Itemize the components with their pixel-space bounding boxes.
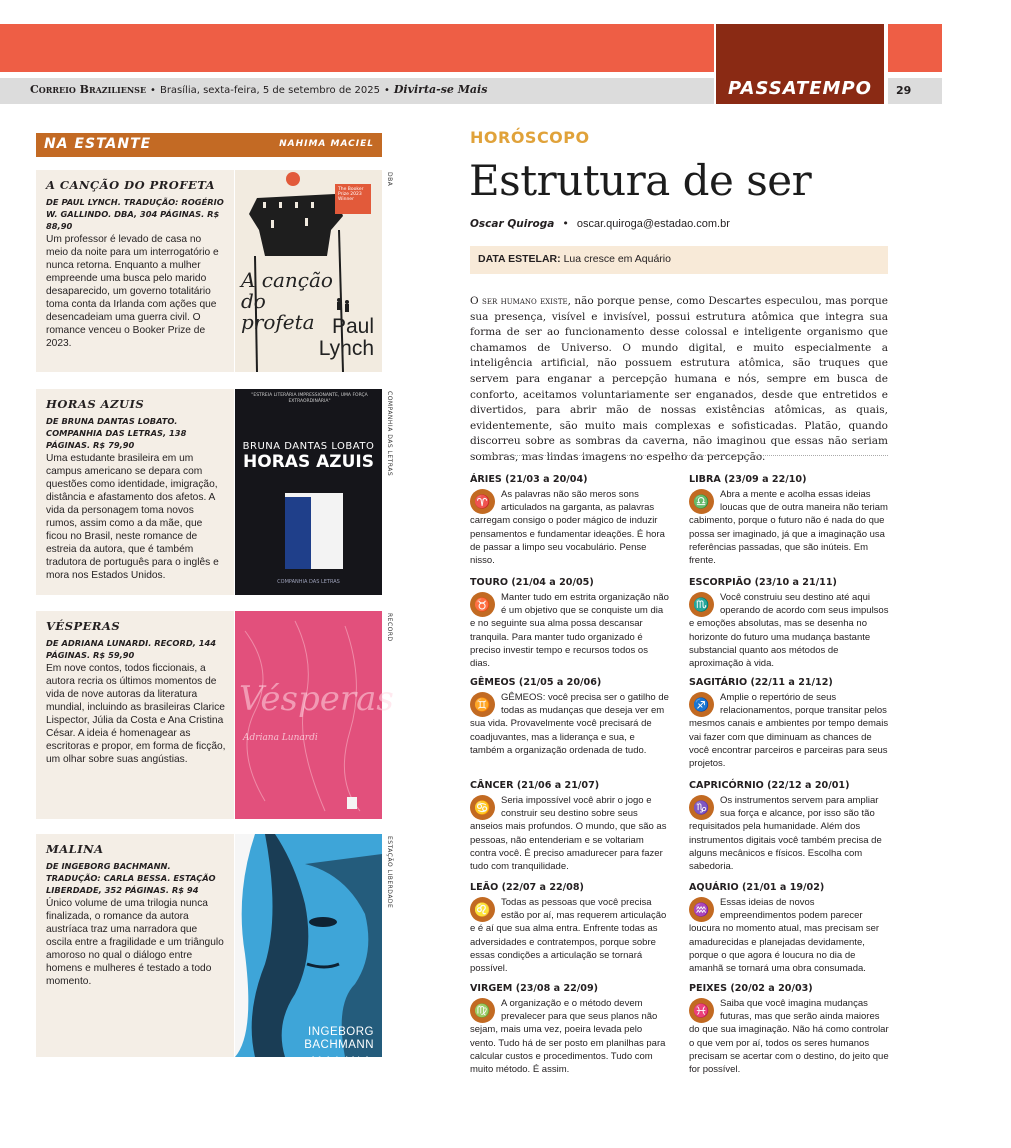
sign-text: Manter tudo em estrita organização não é um objetivo que se conquiste um dia e no seguinte sua alma possa descansar tranquila. Para manter tudo organizado é preciso investir tempo e recursos todos os dias. xyxy=(470,592,669,670)
data-estelar-label: DATA ESTELAR: xyxy=(478,253,561,265)
aquarius-icon: ♒ xyxy=(689,897,714,922)
cover-author: Adriana Lunardi xyxy=(243,733,318,743)
sign-text: Você construiu seu destino até aqui operando de acordo com seus impulsos e emoções absolutas, mas se desenha no horizonte do futuro uma mudança bastante substancial quanto aos métodos de aproximação à vida. xyxy=(689,592,889,670)
cover-author: BRUNA DANTAS LOBATO xyxy=(242,441,375,452)
book-card xyxy=(36,611,394,819)
sign-cancer xyxy=(470,780,670,873)
sign-name: CÂNCER (21/06 a 21/07) xyxy=(470,780,600,791)
scorpio-icon: ♏ xyxy=(689,592,714,617)
page-number: 29 xyxy=(896,84,912,97)
book-title: MALINA xyxy=(46,842,104,856)
photo-credit: COMPANHIA DAS LETRAS xyxy=(386,391,393,477)
book-title: A CANÇÃO DO PROFETA xyxy=(46,178,216,192)
sign-name: ÁRIES (21/03 a 20/04) xyxy=(470,474,588,485)
sign-sagittarius xyxy=(689,677,889,770)
book-text xyxy=(36,611,234,819)
photo-credit: RECORD xyxy=(386,613,393,642)
leo-icon: ♌ xyxy=(470,897,495,922)
sign-name: ESCORPIÃO (23/10 a 21/11) xyxy=(689,577,837,588)
photo-credit: DBA xyxy=(386,172,393,187)
sign-capricorn xyxy=(689,780,889,873)
section-box xyxy=(716,24,884,104)
sign-virgo xyxy=(470,983,670,1076)
book-meta: DE ADRIANA LUNARDI. RECORD, 144 PÁGINAS. R$ 59,90 xyxy=(46,638,217,660)
book-title: VÉSPERAS xyxy=(46,619,121,633)
book-description: Em nove contos, todos ficcionais, a autora recria os últimos momentos de vida de nove autoras da literatura mundial, incluindo as brasileiras Clarice Lispector, Júlia da Costa e Ana Cristina César. A ideia é homenagear as escritoras e propor, em forma de ficção, um olhar sobre suas angústias. xyxy=(46,663,226,765)
sign-text: Amplie o repertório de seus relacionamentos, porque transitar pelos mesmos canais e ambientes por tempo demais vai fazer com que diminuam as chances de você encontrar parceiros e parceiras para seus projetos. xyxy=(689,692,889,770)
book-card xyxy=(36,389,393,595)
capricorn-icon: ♑ xyxy=(689,795,714,820)
cover-title: A canção do profeta xyxy=(241,268,333,334)
sign-libra xyxy=(689,474,889,567)
cover-illustration xyxy=(235,389,382,595)
cover-quote: "ESTREIA LITERÁRIA IMPRESSIONANTE, UMA FORÇA EXTRAORDINÁRIA" xyxy=(251,393,368,404)
sign-name: PEIXES (20/02 a 20/03) xyxy=(689,983,813,994)
book-cover xyxy=(235,389,382,595)
book-cover xyxy=(235,834,382,1068)
author-name: Oscar Quiroga xyxy=(470,218,555,230)
book-meta: DE PAUL LYNCH. TRADUÇÃO: ROGÉRIO W. GALLINDO. DBA, 304 PÁGINAS. R$ 88,90 xyxy=(46,197,224,231)
book-card xyxy=(36,834,393,1068)
section-kicker: HORÓSCOPO xyxy=(470,128,590,147)
sign-name: VIRGEM (23/08 a 22/09) xyxy=(470,983,599,994)
sign-text: As palavras não são meros sons articulados na garganta, as palavras carregam consigo o poder mágico de induzir pensamentos e fundamentar ideações. É hora de passar a limpo seu vocabulário. Pense nisso. xyxy=(470,489,665,567)
sign-gemini xyxy=(470,677,670,757)
sign-scorpio xyxy=(689,577,889,670)
sign-taurus xyxy=(470,577,670,670)
pisces-icon: ♓ xyxy=(689,998,714,1023)
book-text xyxy=(36,389,234,595)
sign-text: Essas ideias de novos empreendimentos podem parecer loucura no momento atual, mas precisam ser amadurecidas e planejadas devidamente, porque o que agora é loucura no dia de amanhã se tornará uma obra consumada. xyxy=(689,897,880,975)
cover-title: HORAS AZUIS xyxy=(243,452,374,472)
cover-illustration xyxy=(235,834,382,1057)
sign-name: CAPRICÓRNIO (22/12 a 20/01) xyxy=(689,780,850,791)
estante-author: NAHIMA MACIEL xyxy=(279,139,374,149)
intro-body: , não porque pense, como Descartes especulou, mas porque sua presença, visível e invisível, possui estrutura atômica que integra sua forma de ser ao funcionamento desse colossal e inteligente organismo que chamamos de Universo. O mundo digital, e muito especialmente a inteligência artificial, não possuem estrutura atômica, são truques que servem para enganar a percepção humana e nós, sempre em busca de conforto, aceitamos voluntariamente ser enganados, desde que entretidos e divertidos, para abrir mão de nossas existências atômicas, as quais, evidentemente, são muito mais complexas e sofisticadas. Platão, quando discorreu sobre as sombras da caverna, não imaginou que essas não seriam sombras, mas lindas imagens no espelho da percepção. xyxy=(470,295,888,463)
book-description: Um professor é levado de casa no meio da noite para um interrogatório e nunca retorna. Enquanto a mulher empreende uma busca pelo marido desaparecido, um governo totalitário toma conta da Irlanda com ações que desencadeiam uma guerra civil. O romance venceu o Booker Prize de 2023. xyxy=(46,234,219,349)
book-meta: DE BRUNA DANTAS LOBATO. COMPANHIA DAS LETRAS, 138 PÁGINAS. R$ 79,90 xyxy=(46,416,187,450)
intro-text xyxy=(470,294,888,466)
sign-leo xyxy=(470,882,670,975)
author-email: oscar.quiroga@estadao.com.br xyxy=(576,218,730,230)
sign-name: AQUÁRIO (21/01 a 19/02) xyxy=(689,882,825,893)
intro-lead: O ser humano existe xyxy=(470,295,568,307)
header-color-band xyxy=(0,24,714,72)
book-meta: DE INGEBORG BACHMANN. TRADUÇÃO: CARLA BESSA. ESTAÇÃO LIBERDADE, 352 PÁGINAS. R$ 94 xyxy=(46,861,216,895)
book-text xyxy=(36,170,234,372)
cover-author: Paul Lynch xyxy=(318,315,374,360)
book-cover xyxy=(235,170,382,372)
cover-publisher: COMPANHIA DAS LETRAS xyxy=(277,579,340,585)
estante-header xyxy=(36,133,382,157)
newspaper-name: Correio Braziliense xyxy=(30,83,147,96)
header-color-band-right xyxy=(888,24,942,72)
date-text: Brasília, sexta-feira, 5 de setembro de 2025 xyxy=(159,85,380,96)
cover-title: MALINA xyxy=(311,1054,374,1068)
sign-pisces xyxy=(689,983,889,1076)
sign-name: LEÃO (22/07 a 22/08) xyxy=(470,882,584,893)
book-title: HORAS AZUIS xyxy=(46,397,145,411)
sign-text: Todas as pessoas que você precisa estão por aí, mas requerem articulação e é aí que sua alma entra. Enfrente todas as adversidades e contratempos, porque sobre essas condições a articulação se tornará possível. xyxy=(470,897,667,975)
book-description: Uma estudante brasileira em um campus americano se depara com questões como identidade, imigração, distância e afastamento dos afetos. A vida da personagem toma novos rumos, assim como a da mãe, que ficou no Brasil, neste romance de estreia da autora, que é também tradutora de português para o inglês e mora nos Estados Unidos. xyxy=(46,453,219,581)
dateline: Correio Braziliense • Brasília, sexta-feira, 5 de setembro de 2025 • Divirta-se Mais xyxy=(30,83,488,96)
libra-icon: ♎ xyxy=(689,489,714,514)
cancer-icon: ♋ xyxy=(470,795,495,820)
sign-name: LIBRA (23/09 a 22/10) xyxy=(689,474,807,485)
book-text xyxy=(36,834,234,1057)
taurus-icon: ♉ xyxy=(470,592,495,617)
sign-text: Abra a mente e acolha essas ideias loucas que de outra maneira não teriam cabimento, porque o futuro não é nada do que possa ser imaginado, já que a imaginação usa referências passadas, que são inúteis. Em frente. xyxy=(689,489,888,567)
sign-name: GÊMEOS (21/05 a 20/06) xyxy=(470,677,602,688)
sagittarius-icon: ♐ xyxy=(689,692,714,717)
section-title: PASSATEMPO xyxy=(728,78,872,99)
sign-name: SAGITÁRIO (22/11 a 21/12) xyxy=(689,677,833,688)
cover-title: Vésperas xyxy=(239,679,394,719)
aries-icon: ♈ xyxy=(470,489,495,514)
sign-text: A organização e o método devem prevalecer para que seus planos não sejam, mais uma vez, poeira levada pelo vento. Tudo há de ser posto em planilhas para calcular custos e procedimentos. Tudo com muito método. É assim. xyxy=(470,998,666,1076)
data-estelar-value: Lua cresce em Aquário xyxy=(563,253,671,265)
sign-name: TOURO (21/04 a 20/05) xyxy=(470,577,594,588)
virgo-icon: ♍ xyxy=(470,998,495,1023)
sign-text: GÊMEOS: você precisa ser o gatilho de todas as mudanças que deseja ver em sua vida. Provavelmente você precisará de coadjuvantes, mas a liderança e sua, e também a organização ordenada de tudo. xyxy=(470,692,669,756)
headline: Estrutura de ser xyxy=(469,156,812,205)
cover-author: INGEBORG BACHMANN xyxy=(304,1026,374,1051)
book-card xyxy=(36,170,393,372)
byline: Oscar Quiroga • oscar.quiroga@estadao.com.br xyxy=(470,217,730,230)
estante-title: NA ESTANTE xyxy=(44,136,152,152)
book-description: Único volume de uma trilogia nunca finalizada, o romance da autora austríaca traz uma narradora que oscila entre a fragilidade e um triângulo amoroso no qual o diálogo entre homens e mulheres é testado a todo momento. xyxy=(46,898,224,987)
gemini-icon: ♊ xyxy=(470,692,495,717)
data-estelar-box xyxy=(470,246,888,274)
divider xyxy=(470,455,888,456)
sign-text: Saiba que você imagina mudanças futuras, mas que serão ainda maiores do que sua imaginação. Não há como controlar o que vem por aí, todos os seres humanos precisam se acertar com o destino, do jeito que for possível. xyxy=(689,998,889,1076)
sign-text: Os instrumentos servem para ampliar sua força e alcance, por isso são tão requisitados pela humanidade. Além dos instrumentos digitais você também precisa de alguns mecânicos e físicos. Escolha com sabedoria. xyxy=(689,795,882,873)
sign-text: Seria impossível você abrir o jogo e construir seu destino sobre seus anseios mais profundos. O mundo, que são as pessoas, não entenderiam e se voltariam contra você. É preciso amadurecer para fazer tudo com tranquilidade. xyxy=(470,795,667,873)
cover-badge: The Booker Prize 2023 Winner xyxy=(335,184,371,214)
photo-credit: ESTAÇÃO LIBERDADE xyxy=(386,836,393,909)
supplement-name: Divirta-se Mais xyxy=(393,83,488,96)
sign-aries xyxy=(470,474,670,567)
sign-aquarius xyxy=(689,882,889,975)
